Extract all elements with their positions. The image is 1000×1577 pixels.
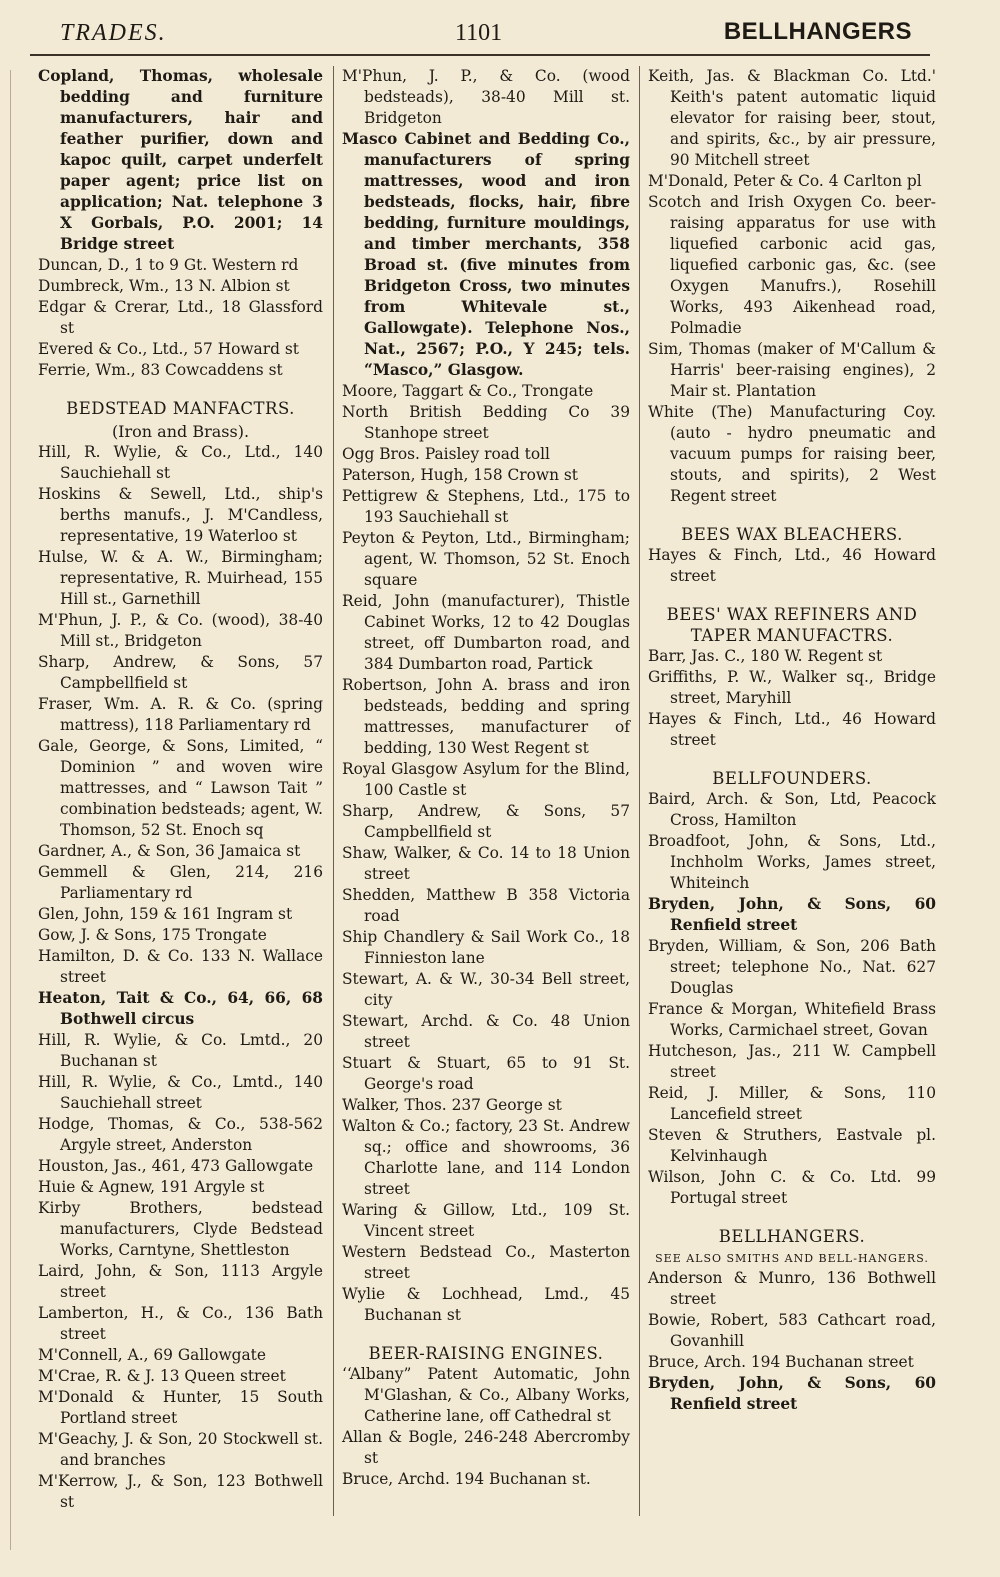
directory-entry: Barr, Jas. C., 180 W. Regent st xyxy=(648,647,883,665)
directory-entry: France & Morgan, Whitefield Brass Works, Carmichael street, Govan xyxy=(648,1000,936,1039)
directory-entry: M'Connell, A., 69 Gallowgate xyxy=(38,1346,266,1364)
directory-entry: Sim, Thomas (maker of M'Callum & Harris' beer-raising engines), 2 Mair st. Plantation xyxy=(648,340,936,400)
directory-entry: Bryden, John, & Sons, 60 Renfield street xyxy=(648,895,936,934)
directory-entry: Scotch and Irish Oxygen Co. beer-raising apparatus for use with liquefied carbonic acid gas, liquefied carbonic gas, &c. (see Oxygen Manufrs.), Rosehill Works, 493 Aikenhead road, Polmadie xyxy=(648,193,936,337)
directory-entry: Walton & Co.; factory, 23 St. Andrew sq.; office and showrooms, 36 Charlotte lane, and 114 London street xyxy=(342,1117,630,1198)
directory-entry: Kirby Brothers, bedstead manufacturers, Clyde Bedstead Works, Carntyne, Shettleston xyxy=(38,1199,323,1259)
column-2 xyxy=(342,66,630,1490)
directory-entry: Steven & Struthers, Eastvale pl. Kelvinhaugh xyxy=(648,1126,936,1165)
directory-entry: Ferrie, Wm., 83 Cowcaddens st xyxy=(38,361,283,379)
directory-entry: Robertson, John A. brass and iron bedsteads, bedding and spring mattresses, manufacturer of bedding, 130 West Regent st xyxy=(342,676,630,757)
directory-entry: Heaton, Tait & Co., 64, 66, 68 Bothwell circus xyxy=(38,989,323,1028)
directory-entry: Gemmell & Glen, 214, 216 Parliamentary rd xyxy=(38,863,323,902)
directory-entry: Keith, Jas. & Blackman Co. Ltd.' Keith's patent automatic liquid elevator for raising beer, stout, and spirits, &c., by air pressure, 90 Mitchell street xyxy=(648,67,936,169)
directory-entry: M'Phun, J. P., & Co. (wood bedsteads), 38-40 Mill st. Bridgeton xyxy=(342,67,630,127)
directory-entry: Dumbreck, Wm., 13 N. Albion st xyxy=(38,277,290,295)
directory-entry: Hamilton, D. & Co. 133 N. Wallace street xyxy=(38,947,323,986)
directory-entry: Reid, J. Miller, & Sons, 110 Lancefield street xyxy=(648,1084,936,1123)
directory-entry: M'Phun, J. P., & Co. (wood), 38-40 Mill st., Bridgeton xyxy=(38,611,323,650)
header-rule xyxy=(30,54,930,56)
cross-reference-note: SEE ALSO SMITHS AND BELL-HANGERS. xyxy=(655,1252,929,1265)
directory-entry: Sharp, Andrew, & Sons, 57 Campbellfield st xyxy=(38,653,323,692)
directory-entry: Gale, George, & Sons, Limited, “ Dominion ” and woven wire mattresses, and “ Lawson Tait ” combination bedsteads; agent, W. Thomson, 52 St. Enoch sq xyxy=(38,737,323,839)
directory-entry: Gow, J. & Sons, 175 Trongate xyxy=(38,926,267,944)
directory-entry: M'Donald, Peter & Co. 4 Carlton pl xyxy=(648,172,922,190)
directory-entry: Hill, R. Wylie, & Co., Lmtd., 140 Sauchiehall street xyxy=(38,1073,323,1112)
directory-entry: Ship Chandlery & Sail Work Co., 18 Finnieston lane xyxy=(342,928,630,967)
section-heading: BEER-RAISING ENGINES. xyxy=(368,1344,604,1363)
running-head-left: TRADES. xyxy=(60,20,167,46)
directory-entry: Shedden, Matthew B 358 Victoria road xyxy=(342,886,630,925)
directory-entry: Western Bedstead Co., Masterton street xyxy=(342,1243,630,1282)
directory-entry: Duncan, D., 1 to 9 Gt. Western rd xyxy=(38,256,299,274)
directory-entry: Hayes & Finch, Ltd., 46 Howard street xyxy=(648,710,936,749)
directory-entry: Ogg Bros. Paisley road toll xyxy=(342,445,550,463)
directory-entry: Peyton & Peyton, Ltd., Birmingham; agent, W. Thomson, 52 St. Enoch square xyxy=(342,529,630,589)
column-divider-2 xyxy=(639,66,640,1516)
directory-entry: Pettigrew & Stephens, Ltd., 175 to 193 Sauchiehall st xyxy=(342,487,630,526)
section-subheading: (Iron and Brass). xyxy=(111,422,250,441)
directory-entry: Baird, Arch. & Son, Ltd, Peacock Cross, Hamilton xyxy=(648,790,936,829)
page-header xyxy=(0,0,1000,60)
directory-entry: Stuart & Stuart, 65 to 91 St. George's road xyxy=(342,1054,630,1093)
directory-entry: Masco Cabinet and Bedding Co., manufacturers of spring mattresses, wood and iron bedsteads, flocks, hair, fibre bedding, furniture mouldings, and timber merchants, 358 Broad st. (five minutes from Bridgeton Cross, two minutes from Whitevale st., Gallowgate). Telephone Nos., Nat., 2567; P.O., Y 245; tels. “Masco,” Glasgow. xyxy=(342,130,630,379)
directory-entry: M'Geachy, J. & Son, 20 Stockwell st. and branches xyxy=(38,1430,323,1469)
directory-entry: Bruce, Archd. 194 Buchanan st. xyxy=(342,1470,591,1488)
section-heading: BEDSTEAD MANFACTRS. xyxy=(66,399,295,418)
directory-entry: Waring & Gillow, Ltd., 109 St. Vincent street xyxy=(342,1201,630,1240)
running-head-right: BELLHANGERS xyxy=(723,18,912,45)
directory-entry: Huie & Agnew, 191 Argyle st xyxy=(38,1178,265,1196)
directory-entry: Hayes & Finch, Ltd., 46 Howard street xyxy=(648,546,936,585)
directory-entry: Hill, R. Wylie, & Co., Ltd., 140 Sauchiehall st xyxy=(38,443,323,482)
directory-entry: Allan & Bogle, 246-248 Abercromby st xyxy=(342,1428,630,1467)
directory-entry: Bryden, William, & Son, 206 Bath street; telephone No., Nat. 627 Douglas xyxy=(648,937,936,997)
section-heading: BELLFOUNDERS. xyxy=(712,769,872,788)
directory-entry: Lamberton, H., & Co., 136 Bath street xyxy=(38,1304,323,1343)
directory-entry: Evered & Co., Ltd., 57 Howard st xyxy=(38,340,299,358)
directory-entry: Griffiths, P. W., Walker sq., Bridge street, Maryhill xyxy=(648,668,936,707)
directory-entry: Bowie, Robert, 583 Cathcart road, Govanhill xyxy=(648,1311,936,1350)
directory-entry: M'Crae, R. & J. 13 Queen street xyxy=(38,1367,286,1385)
section-heading: BEES WAX BLEACHERS. xyxy=(681,525,903,544)
directory-entry: Moore, Taggart & Co., Trongate xyxy=(342,382,594,400)
directory-entry: North British Bedding Co 39 Stanhope street xyxy=(342,403,630,442)
section-heading: BEES' WAX REFINERS AND TAPER MANUFACTRS. xyxy=(666,605,918,645)
directory-entry: Wilson, John C. & Co. Ltd. 99 Portugal street xyxy=(648,1168,936,1207)
directory-entry: Shaw, Walker, & Co. 14 to 18 Union street xyxy=(342,844,630,883)
directory-entry: Houston, Jas., 461, 473 Gallowgate xyxy=(38,1157,314,1175)
directory-entry: Copland, Thomas, wholesale bedding and furniture manufacturers, hair and feather purifier, down and kapoc quilt, carpet underfelt paper agent; price list on application; Nat. telephone 3 X Gorbals, P.O. 2001; 14 Bridge street xyxy=(38,67,323,253)
column-3 xyxy=(648,66,936,1415)
page-edge-line xyxy=(10,70,11,1550)
directory-entry: Broadfoot, John, & Sons, Ltd., Inchholm Works, James street, Whiteinch xyxy=(648,832,936,892)
directory-entry: Hutcheson, Jas., 211 W. Campbell street xyxy=(648,1042,936,1081)
directory-entry: Hill, R. Wylie, & Co. Lmtd., 20 Buchanan st xyxy=(38,1031,323,1070)
directory-entry: Sharp, Andrew, & Sons, 57 Campbellfield st xyxy=(342,802,630,841)
directory-entry: Wylie & Lochhead, Lmd., 45 Buchanan st xyxy=(342,1285,630,1324)
directory-entry: Paterson, Hugh, 158 Crown st xyxy=(342,466,578,484)
page-number: 1101 xyxy=(455,20,503,46)
directory-entry: Gardner, A., & Son, 36 Jamaica st xyxy=(38,842,301,860)
directory-entry: Hulse, W. & A. W., Birmingham; representative, R. Muirhead, 155 Hill st., Garnethill xyxy=(38,548,323,608)
directory-entry: Laird, John, & Son, 1113 Argyle street xyxy=(38,1262,323,1301)
directory-entry: Bruce, Arch. 194 Buchanan street xyxy=(648,1353,914,1371)
directory-entry: Stewart, Archd. & Co. 48 Union street xyxy=(342,1012,630,1051)
directory-entry: Fraser, Wm. A. R. & Co. (spring mattress), 118 Parliamentary rd xyxy=(38,695,323,734)
directory-entry: ‘‘Albany” Patent Automatic, John M'Glashan, & Co., Albany Works, Catherine lane, off Cathedral st xyxy=(342,1365,630,1425)
directory-entry: Edgar & Crerar, Ltd., 18 Glassford st xyxy=(38,298,323,337)
directory-entry: Hoskins & Sewell, Ltd., ship's berths manufs., J. M'Candless, representative, 19 Waterloo st xyxy=(38,485,323,545)
section-heading: BELLHANGERS. xyxy=(718,1227,866,1246)
directory-entry: Royal Glasgow Asylum for the Blind, 100 Castle st xyxy=(342,760,630,799)
directory-entry: M'Kerrow, J., & Son, 123 Bothwell st xyxy=(38,1472,323,1511)
directory-entry: Walker, Thos. 237 George st xyxy=(342,1096,562,1114)
directory-entry: Glen, John, 159 & 161 Ingram st xyxy=(38,905,293,923)
directory-entry: Stewart, A. & W., 30-34 Bell street, city xyxy=(342,970,630,1009)
directory-entry: Hodge, Thomas, & Co., 538-562 Argyle street, Anderston xyxy=(38,1115,323,1154)
column-1 xyxy=(38,66,323,1513)
directory-entry: Anderson & Munro, 136 Bothwell street xyxy=(648,1269,936,1308)
column-divider-1 xyxy=(333,66,334,1516)
directory-entry: M'Donald & Hunter, 15 South Portland street xyxy=(38,1388,323,1427)
directory-entry: White (The) Manufacturing Coy. (auto - hydro pneumatic and vacuum pumps for raising beer, stouts, and spirits), 2 West Regent street xyxy=(648,403,936,505)
directory-entry: Bryden, John, & Sons, 60 Renfield street xyxy=(648,1374,936,1413)
directory-entry: Reid, John (manufacturer), Thistle Cabinet Works, 12 to 42 Douglas street, off Dumbarton road, and 384 Dumbarton road, Partick xyxy=(342,592,630,673)
